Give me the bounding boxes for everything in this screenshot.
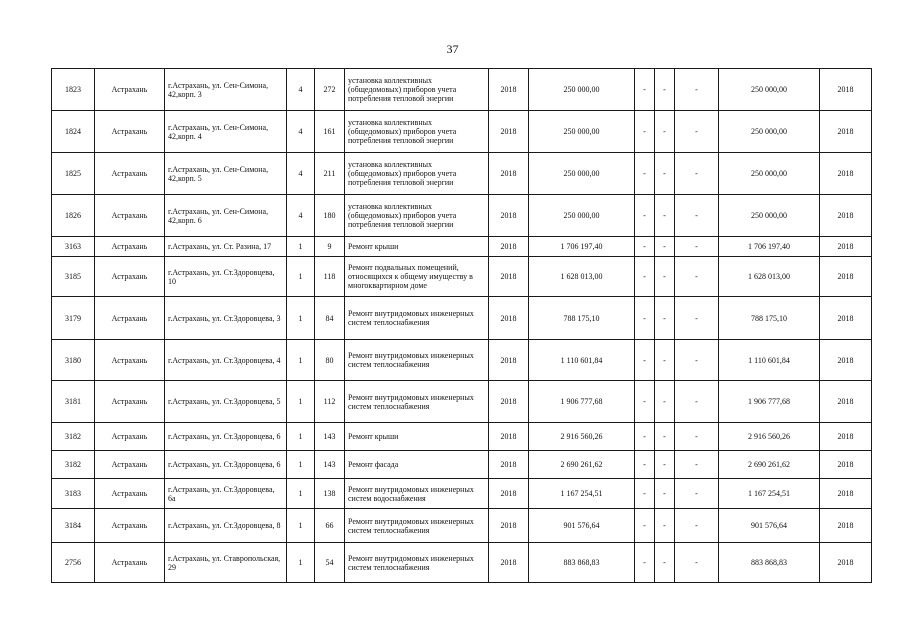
year-cell: 2018 (489, 237, 529, 257)
area-cell: 80 (315, 340, 345, 381)
fund-cell-3: - (675, 195, 719, 237)
total-cell: 250 000,00 (719, 195, 820, 237)
address-cell: г.Астрахань, ул. Ст.Здоровцева, 8 (165, 509, 287, 543)
completion-year-cell: 2018 (820, 237, 872, 257)
work-type-cell: Ремонт подвальных помещений, относящихся к общему имуществу в многоквартирном доме (345, 257, 489, 297)
year-cell: 2018 (489, 257, 529, 297)
completion-year-cell: 2018 (820, 195, 872, 237)
work-type-cell: Ремонт крыши (345, 423, 489, 451)
year-cell: 2018 (489, 297, 529, 340)
cost-cell: 788 175,10 (529, 297, 635, 340)
work-type-cell: Ремонт внутридомовых инженерных систем теплоснабжения (345, 381, 489, 423)
work-type-cell: установка коллективных (общедомовых) приборов учета потребления тепловой энергии (345, 69, 489, 111)
area-cell: 211 (315, 153, 345, 195)
area-cell: 138 (315, 479, 345, 509)
address-cell: г.Астрахань, ул. Ст. Разина, 17 (165, 237, 287, 257)
floors-cell: 1 (287, 340, 315, 381)
table-row (52, 195, 872, 237)
table-row (52, 257, 872, 297)
year-cell: 2018 (489, 69, 529, 111)
fund-cell-3: - (675, 69, 719, 111)
table-row (52, 237, 872, 257)
total-cell: 1 167 254,51 (719, 479, 820, 509)
city-cell: Астрахань (95, 423, 165, 451)
repair-program-table (51, 68, 872, 583)
row-id: 1825 (52, 153, 95, 195)
year-cell: 2018 (489, 451, 529, 479)
total-cell: 883 868,83 (719, 543, 820, 583)
area-cell: 84 (315, 297, 345, 340)
floors-cell: 1 (287, 297, 315, 340)
fund-cell-1: - (635, 479, 655, 509)
city-cell: Астрахань (95, 257, 165, 297)
address-cell: г.Астрахань, ул. Сен-Симона, 42,корп. 4 (165, 111, 287, 153)
total-cell: 250 000,00 (719, 153, 820, 195)
work-type-cell: установка коллективных (общедомовых) приборов учета потребления тепловой энергии (345, 195, 489, 237)
cost-cell: 883 868,83 (529, 543, 635, 583)
fund-cell-1: - (635, 297, 655, 340)
city-cell: Астрахань (95, 69, 165, 111)
row-id: 3185 (52, 257, 95, 297)
fund-cell-2: - (655, 381, 675, 423)
fund-cell-3: - (675, 340, 719, 381)
work-type-cell: Ремонт внутридомовых инженерных систем теплоснабжения (345, 297, 489, 340)
work-type-cell: Ремонт внутридомовых инженерных систем водоснабжения (345, 479, 489, 509)
completion-year-cell: 2018 (820, 153, 872, 195)
cost-cell: 1 706 197,40 (529, 237, 635, 257)
floors-cell: 1 (287, 423, 315, 451)
area-cell: 161 (315, 111, 345, 153)
row-id: 1824 (52, 111, 95, 153)
row-id: 3184 (52, 509, 95, 543)
year-cell: 2018 (489, 153, 529, 195)
fund-cell-3: - (675, 423, 719, 451)
work-type-cell: установка коллективных (общедомовых) приборов учета потребления тепловой энергии (345, 153, 489, 195)
floors-cell: 1 (287, 509, 315, 543)
completion-year-cell: 2018 (820, 543, 872, 583)
fund-cell-2: - (655, 509, 675, 543)
year-cell: 2018 (489, 543, 529, 583)
table-row (52, 297, 872, 340)
fund-cell-1: - (635, 423, 655, 451)
address-cell: г.Астрахань, ул. Ст.Здоровцева, 6 (165, 423, 287, 451)
floors-cell: 1 (287, 451, 315, 479)
fund-cell-1: - (635, 451, 655, 479)
area-cell: 143 (315, 423, 345, 451)
floors-cell: 1 (287, 543, 315, 583)
year-cell: 2018 (489, 423, 529, 451)
floors-cell: 1 (287, 381, 315, 423)
city-cell: Астрахань (95, 509, 165, 543)
floors-cell: 1 (287, 237, 315, 257)
fund-cell-1: - (635, 111, 655, 153)
fund-cell-3: - (675, 111, 719, 153)
address-cell: г.Астрахань, ул. Ст.Здоровцева, 6 (165, 451, 287, 479)
cost-cell: 901 576,64 (529, 509, 635, 543)
row-id: 3163 (52, 237, 95, 257)
fund-cell-3: - (675, 153, 719, 195)
area-cell: 66 (315, 509, 345, 543)
cost-cell: 250 000,00 (529, 69, 635, 111)
fund-cell-3: - (675, 543, 719, 583)
fund-cell-3: - (675, 237, 719, 257)
total-cell: 2 916 560,26 (719, 423, 820, 451)
fund-cell-3: - (675, 479, 719, 509)
fund-cell-1: - (635, 195, 655, 237)
table-row (52, 69, 872, 111)
total-cell: 1 628 013,00 (719, 257, 820, 297)
fund-cell-2: - (655, 69, 675, 111)
total-cell: 250 000,00 (719, 111, 820, 153)
cost-cell: 1 167 254,51 (529, 479, 635, 509)
area-cell: 118 (315, 257, 345, 297)
table-row (52, 111, 872, 153)
address-cell: г.Астрахань, ул. Ст.Здоровцева, 5 (165, 381, 287, 423)
fund-cell-2: - (655, 297, 675, 340)
address-cell: г.Астрахань, ул. Ст.Здоровцева, 10 (165, 257, 287, 297)
page-number: 37 (446, 42, 459, 56)
total-cell: 1 706 197,40 (719, 237, 820, 257)
cost-cell: 1 110 601,84 (529, 340, 635, 381)
cost-cell: 250 000,00 (529, 111, 635, 153)
city-cell: Астрахань (95, 297, 165, 340)
fund-cell-3: - (675, 509, 719, 543)
completion-year-cell: 2018 (820, 479, 872, 509)
cost-cell: 2 690 261,62 (529, 451, 635, 479)
floors-cell: 4 (287, 153, 315, 195)
completion-year-cell: 2018 (820, 257, 872, 297)
area-cell: 54 (315, 543, 345, 583)
fund-cell-1: - (635, 340, 655, 381)
table-row (52, 509, 872, 543)
table-row (52, 153, 872, 195)
city-cell: Астрахань (95, 195, 165, 237)
work-type-cell: Ремонт крыши (345, 237, 489, 257)
table-row (52, 543, 872, 583)
floors-cell: 4 (287, 69, 315, 111)
fund-cell-1: - (635, 69, 655, 111)
area-cell: 143 (315, 451, 345, 479)
floors-cell: 1 (287, 479, 315, 509)
fund-cell-1: - (635, 543, 655, 583)
completion-year-cell: 2018 (820, 509, 872, 543)
year-cell: 2018 (489, 509, 529, 543)
city-cell: Астрахань (95, 340, 165, 381)
fund-cell-2: - (655, 237, 675, 257)
row-id: 3179 (52, 297, 95, 340)
address-cell: г.Астрахань, ул. Ст.Здоровцева, 6а (165, 479, 287, 509)
total-cell: 250 000,00 (719, 69, 820, 111)
work-type-cell: Ремонт внутридомовых инженерных систем теплоснабжения (345, 509, 489, 543)
city-cell: Астрахань (95, 153, 165, 195)
work-type-cell: Ремонт внутридомовых инженерных систем теплоснабжения (345, 340, 489, 381)
address-cell: г.Астрахань, ул. Ст.Здоровцева, 4 (165, 340, 287, 381)
fund-cell-2: - (655, 423, 675, 451)
fund-cell-3: - (675, 257, 719, 297)
fund-cell-1: - (635, 509, 655, 543)
area-cell: 272 (315, 69, 345, 111)
address-cell: г.Астрахань, ул. Ставропольская, 29 (165, 543, 287, 583)
total-cell: 2 690 261,62 (719, 451, 820, 479)
address-cell: г.Астрахань, ул. Ст.Здоровцева, 3 (165, 297, 287, 340)
floors-cell: 4 (287, 195, 315, 237)
year-cell: 2018 (489, 381, 529, 423)
row-id: 3181 (52, 381, 95, 423)
cost-cell: 250 000,00 (529, 195, 635, 237)
table-row (52, 479, 872, 509)
area-cell: 9 (315, 237, 345, 257)
table-row (52, 340, 872, 381)
completion-year-cell: 2018 (820, 340, 872, 381)
city-cell: Астрахань (95, 543, 165, 583)
fund-cell-1: - (635, 257, 655, 297)
fund-cell-1: - (635, 381, 655, 423)
year-cell: 2018 (489, 479, 529, 509)
row-id: 2756 (52, 543, 95, 583)
fund-cell-1: - (635, 153, 655, 195)
cost-cell: 2 916 560,26 (529, 423, 635, 451)
year-cell: 2018 (489, 195, 529, 237)
total-cell: 788 175,10 (719, 297, 820, 340)
fund-cell-2: - (655, 195, 675, 237)
fund-cell-2: - (655, 340, 675, 381)
table-row (52, 381, 872, 423)
completion-year-cell: 2018 (820, 69, 872, 111)
row-id: 3180 (52, 340, 95, 381)
total-cell: 1 110 601,84 (719, 340, 820, 381)
floors-cell: 4 (287, 111, 315, 153)
city-cell: Астрахань (95, 451, 165, 479)
cost-cell: 1 906 777,68 (529, 381, 635, 423)
row-id: 3182 (52, 423, 95, 451)
city-cell: Астрахань (95, 237, 165, 257)
fund-cell-3: - (675, 451, 719, 479)
fund-cell-2: - (655, 111, 675, 153)
completion-year-cell: 2018 (820, 423, 872, 451)
cost-cell: 1 628 013,00 (529, 257, 635, 297)
year-cell: 2018 (489, 340, 529, 381)
row-id: 1823 (52, 69, 95, 111)
work-type-cell: установка коллективных (общедомовых) приборов учета потребления тепловой энергии (345, 111, 489, 153)
fund-cell-2: - (655, 479, 675, 509)
area-cell: 112 (315, 381, 345, 423)
address-cell: г.Астрахань, ул. Сен-Симона, 42,корп. 6 (165, 195, 287, 237)
city-cell: Астрахань (95, 381, 165, 423)
row-id: 3183 (52, 479, 95, 509)
work-type-cell: Ремонт фасада (345, 451, 489, 479)
completion-year-cell: 2018 (820, 381, 872, 423)
fund-cell-2: - (655, 153, 675, 195)
fund-cell-2: - (655, 451, 675, 479)
area-cell: 180 (315, 195, 345, 237)
row-id: 1826 (52, 195, 95, 237)
city-cell: Астрахань (95, 111, 165, 153)
total-cell: 1 906 777,68 (719, 381, 820, 423)
address-cell: г.Астрахань, ул. Сен-Симона, 42,корп. 3 (165, 69, 287, 111)
fund-cell-1: - (635, 237, 655, 257)
address-cell: г.Астрахань, ул. Сен-Симона, 42,корп. 5 (165, 153, 287, 195)
fund-cell-3: - (675, 297, 719, 340)
completion-year-cell: 2018 (820, 111, 872, 153)
total-cell: 901 576,64 (719, 509, 820, 543)
table-row (52, 423, 872, 451)
fund-cell-2: - (655, 543, 675, 583)
floors-cell: 1 (287, 257, 315, 297)
fund-cell-2: - (655, 257, 675, 297)
fund-cell-3: - (675, 381, 719, 423)
city-cell: Астрахань (95, 479, 165, 509)
completion-year-cell: 2018 (820, 451, 872, 479)
work-type-cell: Ремонт внутридомовых инженерных систем теплоснабжения (345, 543, 489, 583)
year-cell: 2018 (489, 111, 529, 153)
cost-cell: 250 000,00 (529, 153, 635, 195)
completion-year-cell: 2018 (820, 297, 872, 340)
table-row (52, 451, 872, 479)
row-id: 3182 (52, 451, 95, 479)
